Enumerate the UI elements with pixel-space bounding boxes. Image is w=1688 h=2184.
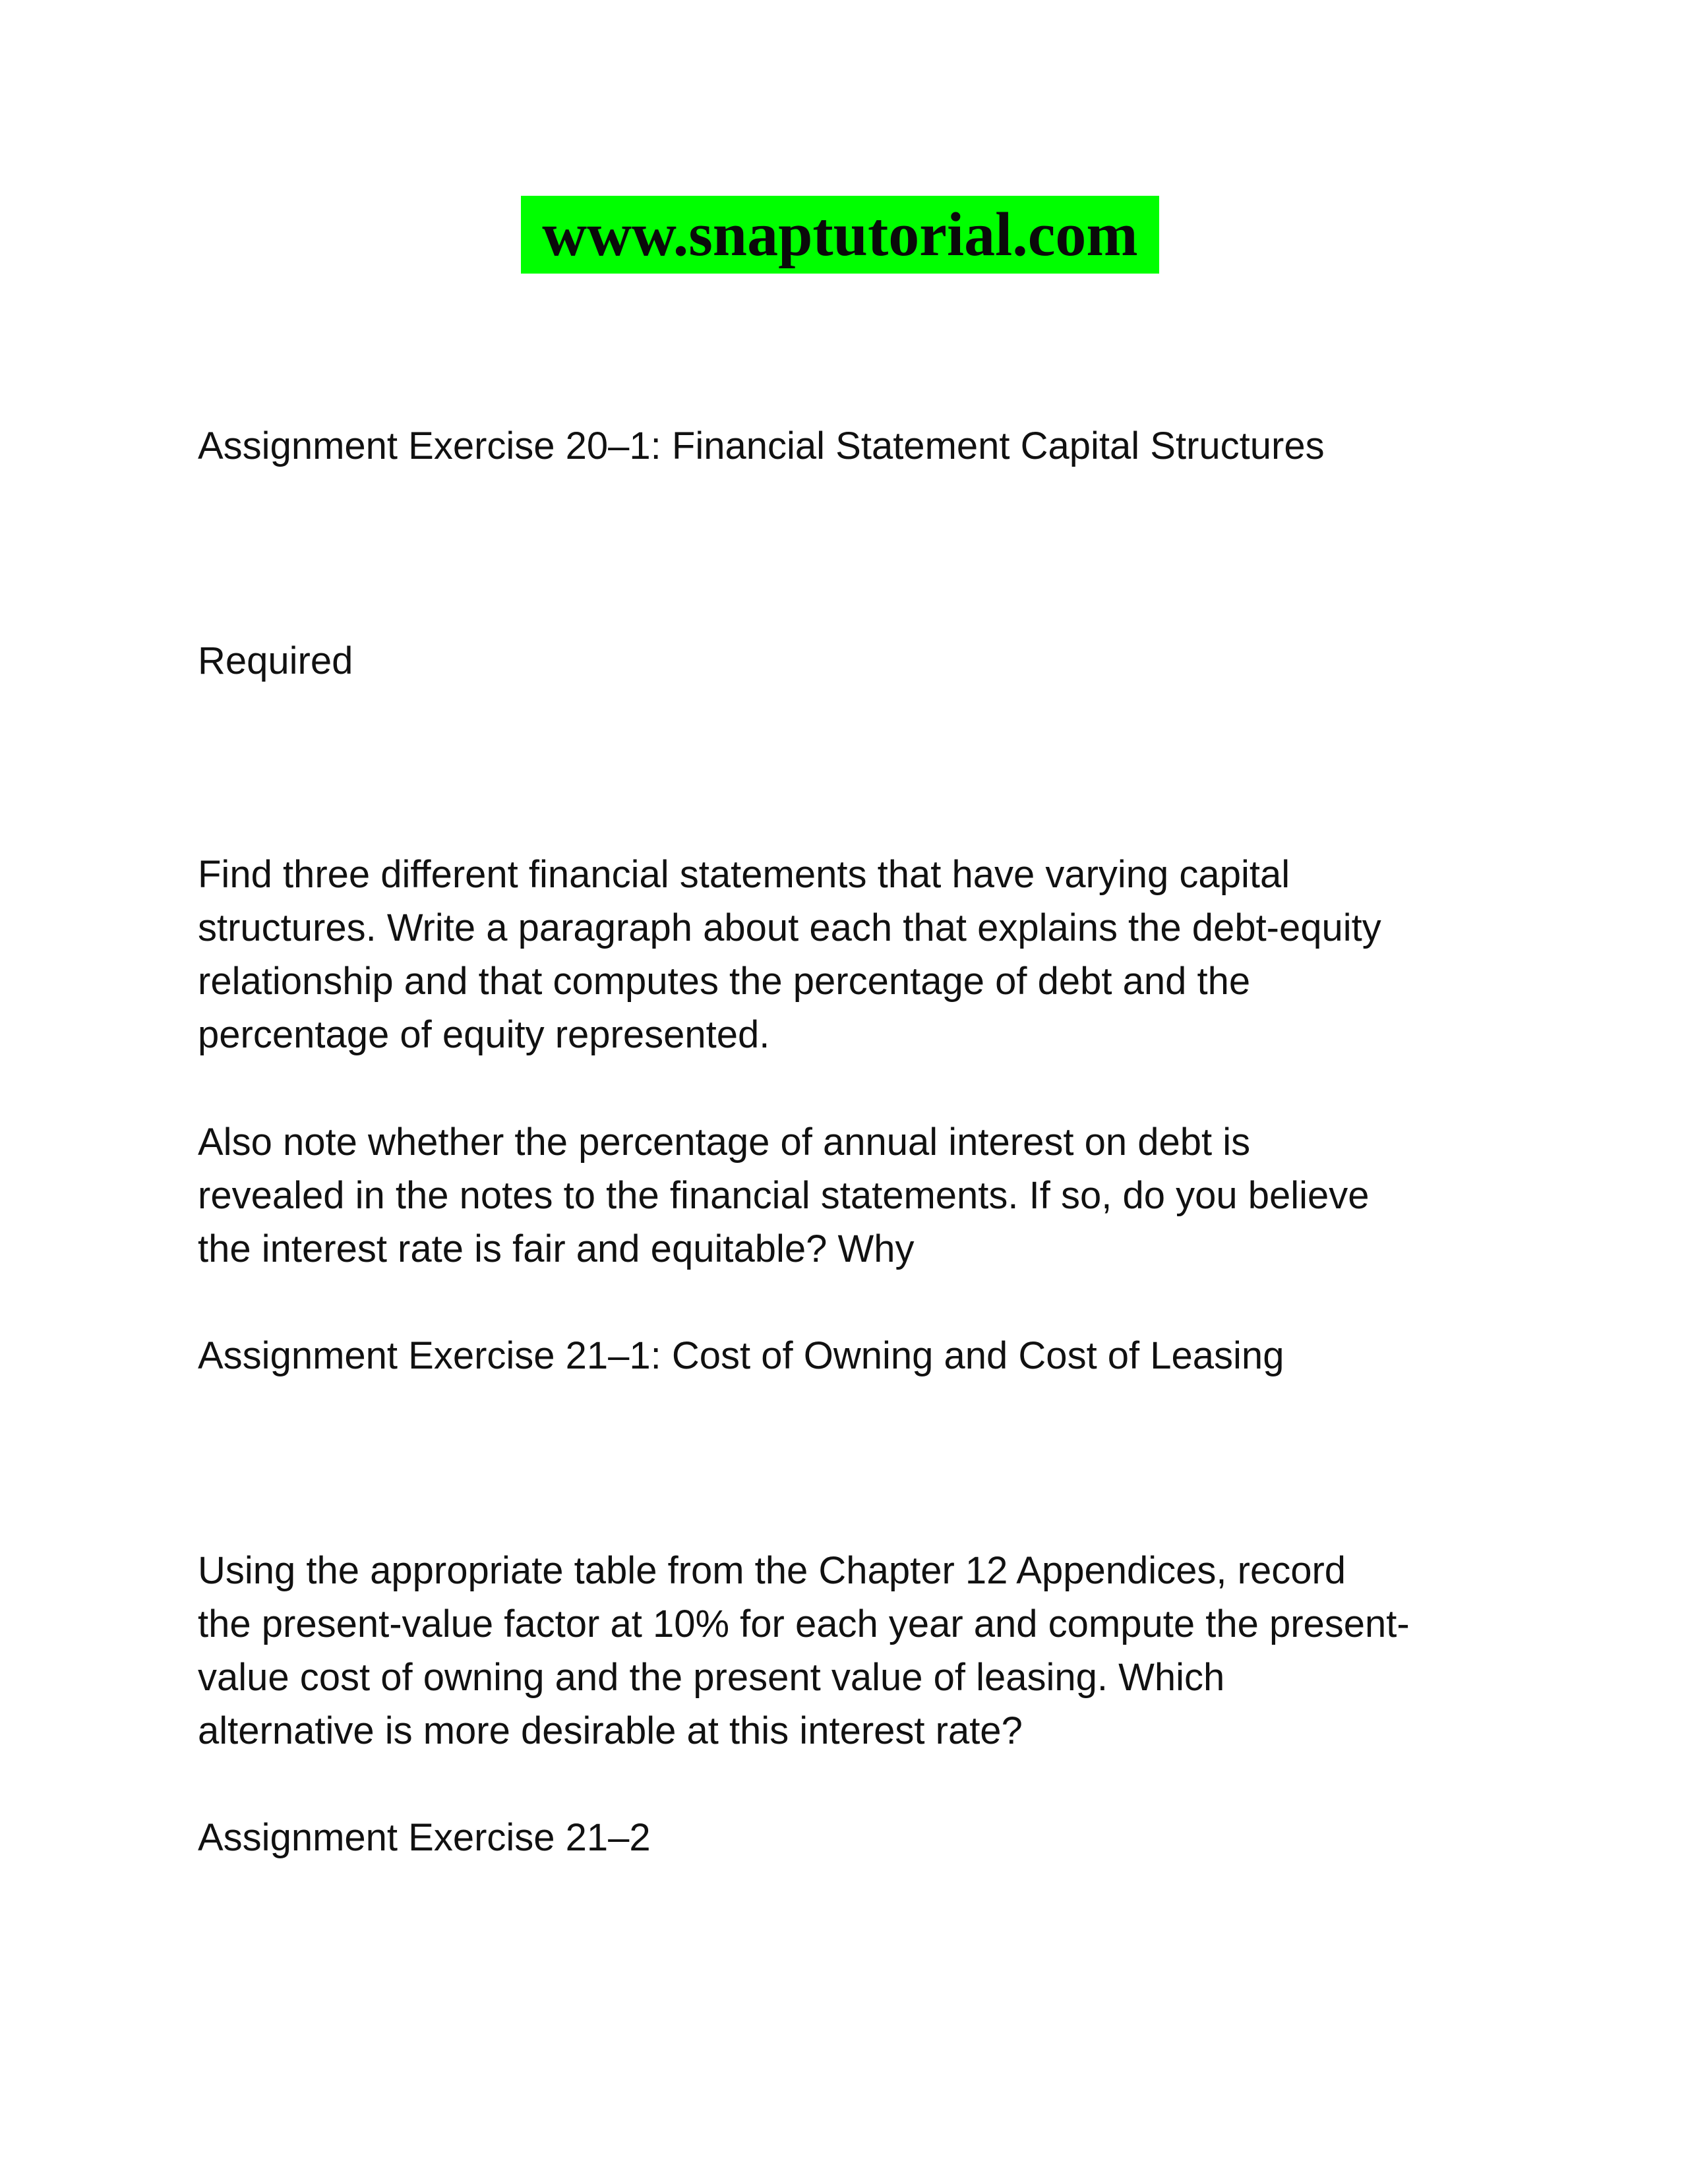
exercise-20-1-heading: Assignment Exercise 20–1: Financial Statement Capital Structures: [198, 425, 1325, 467]
paragraph-present-value: Using the appropriate table from the Chapter 12 Appendices, record the present-value factor at 10% for each year and compute the present- value cost of owning and the present value of leasing. Which alternative is more desirable at this interest rate?: [198, 1549, 1410, 1752]
exercise-21-1-heading: Assignment Exercise 21–1: Cost of Owning and Cost of Leasing: [198, 1334, 1284, 1377]
paragraph-interest-note: Also note whether the percentage of annual interest on debt is revealed in the notes to the financial statements. If so, do you believe the interest rate is fair and equitable? Why: [198, 1121, 1370, 1270]
paragraph-financial-statements: Find three different financial statements that have varying capital structures. Write a paragraph about each that explains the debt-equity relationship and that computes the percentage of debt and the percentage of equity represented.: [198, 853, 1381, 1056]
site-url-banner: [521, 196, 1159, 274]
required-label: Required: [198, 639, 353, 682]
site-url-text: www.snaptutorial.com: [542, 200, 1138, 269]
exercise-21-2-heading: Assignment Exercise 21–2: [198, 1816, 651, 1859]
